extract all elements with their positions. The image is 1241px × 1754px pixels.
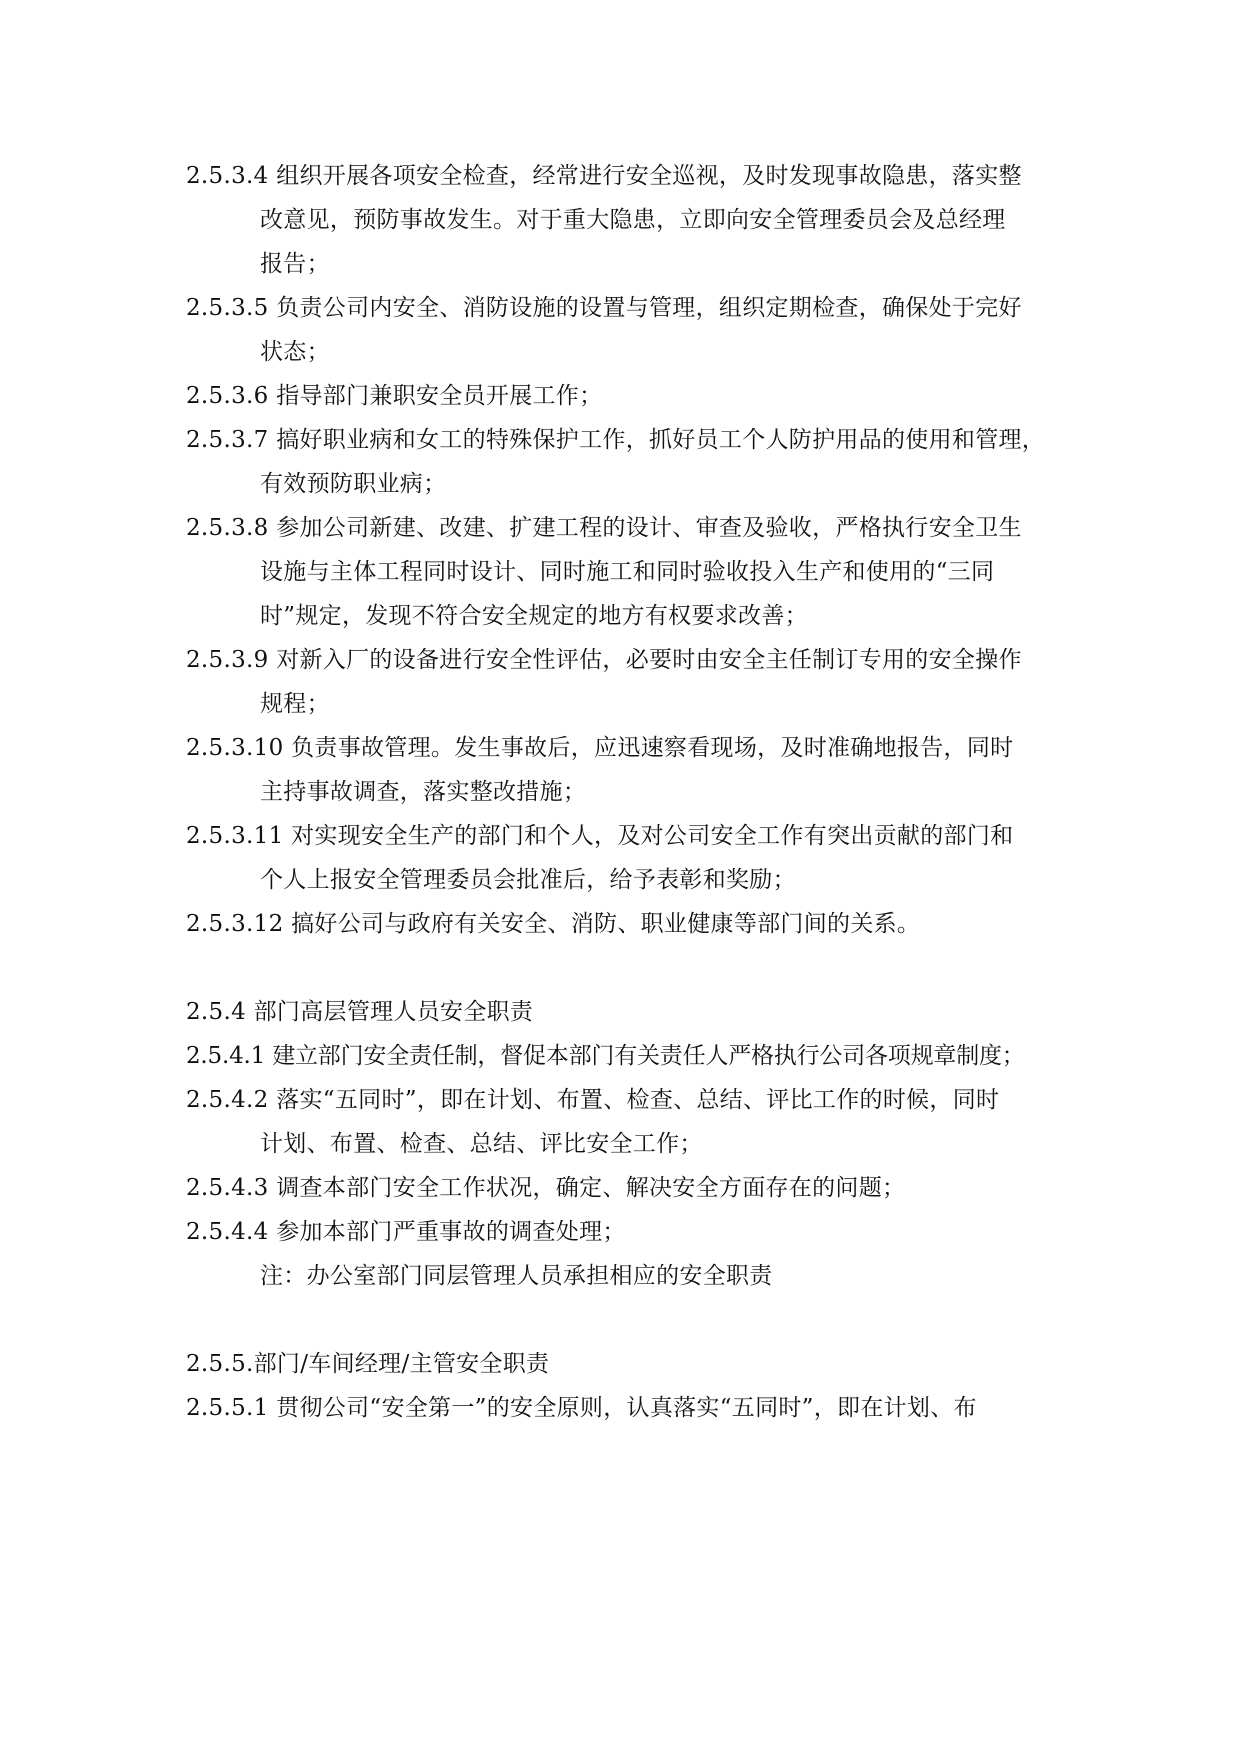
item-2-5-3-10-line-2: 主持事故调查，落实整改措施；	[260, 779, 587, 805]
item-2-5-3-5-line-2: 状态；	[260, 339, 330, 365]
item-2-5-4-3-line-1: 2.5.4.3 调查本部门安全工作状况，确定、解决安全方面存在的问题；	[186, 1175, 906, 1201]
item-2-5-4-4-line-1: 2.5.4.4 参加本部门严重事故的调查处理；	[186, 1219, 626, 1245]
item-2-5-3-9-line-1: 2.5.3.9 对新入厂的设备进行安全性评估，必要时由安全主任制订专用的安全操作	[186, 647, 1022, 673]
item-2-5-5-1-line-1: 2.5.5.1 贯彻公司“安全第一”的安全原则，认真落实“五同时”，即在计划、布	[186, 1395, 977, 1421]
item-2-5-3-5-line-1: 2.5.3.5 负责公司内安全、消防设施的设置与管理，组织定期检查，确保处于完好	[186, 295, 1022, 321]
section-2-5-4-note: 注：办公室部门同层管理人员承担相应的安全职责	[260, 1263, 773, 1289]
item-2-5-3-8-line-1: 2.5.3.8 参加公司新建、改建、扩建工程的设计、审查及验收，严格执行安全卫生	[186, 515, 1022, 541]
item-2-5-3-4-line-3: 报告；	[260, 251, 330, 277]
item-2-5-3-7-line-1: 2.5.3.7 搞好职业病和女工的特殊保护工作，抓好员工个人防护用品的使用和管理，	[186, 427, 1046, 453]
item-2-5-3-12-line-1: 2.5.3.12 搞好公司与政府有关安全、消防、职业健康等部门间的关系。	[186, 911, 921, 937]
item-2-5-4-2-line-1: 2.5.4.2 落实“五同时”，即在计划、布置、检查、总结、评比工作的时候，同时	[186, 1087, 1000, 1113]
item-2-5-3-6-line-1: 2.5.3.6 指导部门兼职安全员开展工作；	[186, 383, 603, 409]
item-2-5-3-4-line-1: 2.5.3.4 组织开展各项安全检查，经常进行安全巡视，及时发现事故隐患，落实整	[186, 163, 1022, 189]
item-2-5-4-2-line-2: 计划、布置、检查、总结、评比安全工作；	[260, 1131, 703, 1157]
item-2-5-4-1-line-1: 2.5.4.1 建立部门安全责任制，督促本部门有关责任人严格执行公司各项规章制度；	[186, 1043, 1025, 1069]
item-2-5-3-7-line-2: 有效预防职业病；	[260, 471, 447, 497]
section-2-5-5-heading: 2.5.5.部门/车间经理/主管安全职责	[186, 1351, 550, 1377]
item-2-5-3-4-line-2: 改意见，预防事故发生。对于重大隐患，立即向安全管理委员会及总经理	[260, 207, 1006, 233]
item-2-5-3-11-line-2: 个人上报安全管理委员会批准后，给予表彰和奖励；	[260, 867, 796, 893]
section-2-5-4-heading: 2.5.4 部门高层管理人员安全职责	[186, 999, 534, 1025]
item-2-5-3-10-line-1: 2.5.3.10 负责事故管理。发生事故后，应迅速察看现场，及时准确地报告，同时	[186, 735, 1014, 761]
item-2-5-3-9-line-2: 规程；	[260, 691, 330, 717]
item-2-5-3-11-line-1: 2.5.3.11 对实现安全生产的部门和个人，及对公司安全工作有突出贡献的部门和	[186, 823, 1014, 849]
item-2-5-3-8-line-3: 时”规定，发现不符合安全规定的地方有权要求改善；	[260, 603, 808, 629]
item-2-5-3-8-line-2: 设施与主体工程同时设计、同时施工和同时验收投入生产和使用的“三同	[260, 559, 995, 585]
